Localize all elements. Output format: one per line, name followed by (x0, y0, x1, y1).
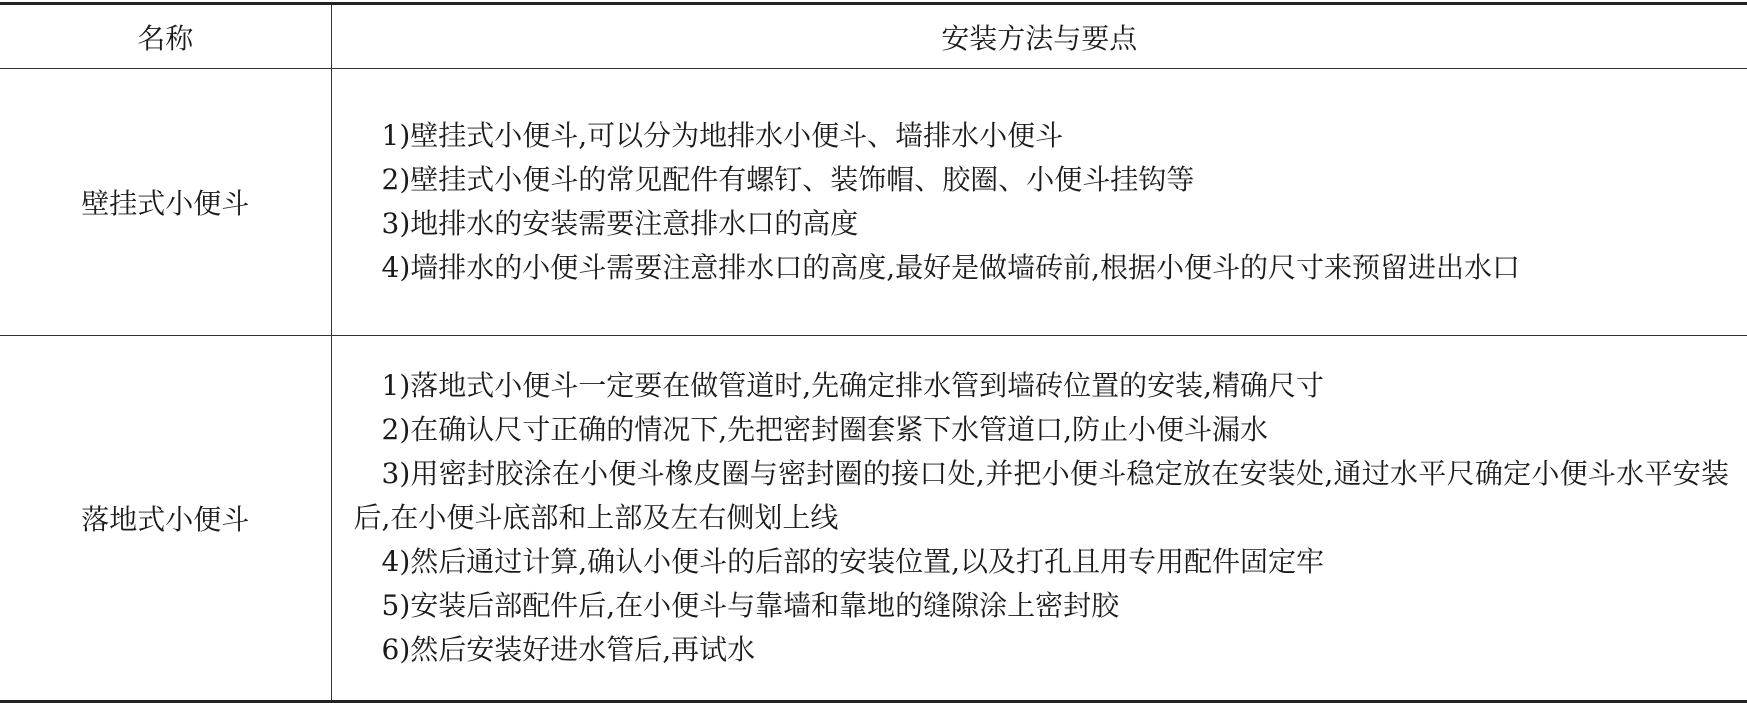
row-method-floor-standing (331, 336, 1747, 702)
method-step: 1)落地式小便斗一定要在做管道时,先确定排水管到墙砖位置的安装,精确尺寸 (381, 369, 1325, 402)
table-row (0, 336, 1747, 702)
method-step: 6)然后安装好进水管后,再试水 (381, 633, 756, 666)
method-step: 4)然后通过计算,确认小便斗的后部的安装位置,以及打孔且用专用配件固定牢 (381, 545, 1325, 578)
row-name-floor-standing: 落地式小便斗 (0, 336, 331, 702)
row-name-wall-hung: 壁挂式小便斗 (0, 69, 331, 336)
row-method-wall-hung (331, 69, 1747, 336)
table-header-row (0, 4, 1747, 69)
method-step: 4)墙排水的小便斗需要注意排水口的高度,最好是做墙砖前,根据小便斗的尺寸来预留进出水口 (381, 251, 1521, 284)
table-row (0, 69, 1747, 336)
installation-table (0, 2, 1747, 703)
method-step: 3)用密封胶涂在小便斗橡皮圈与密封圈的接口处,并把小便斗稳定放在安装处,通过水平尺确定小便斗水平安装后,在小便斗底部和上部及左右侧划上线 (353, 457, 1729, 534)
method-step: 1)壁挂式小便斗,可以分为地排水小便斗、墙排水小便斗 (381, 119, 1064, 152)
method-step: 3)地排水的安装需要注意排水口的高度 (381, 207, 859, 240)
method-step: 2)壁挂式小便斗的常见配件有螺钉、装饰帽、胶圈、小便斗挂钩等 (381, 163, 1195, 196)
header-method: 安装方法与要点 (331, 4, 1747, 69)
method-step: 5)安装后部配件后,在小便斗与靠墙和靠地的缝隙涂上密封胶 (381, 589, 1120, 622)
method-step: 2)在确认尺寸正确的情况下,先把密封圈套紧下水管道口,防止小便斗漏水 (381, 413, 1269, 446)
header-name: 名称 (0, 4, 331, 69)
